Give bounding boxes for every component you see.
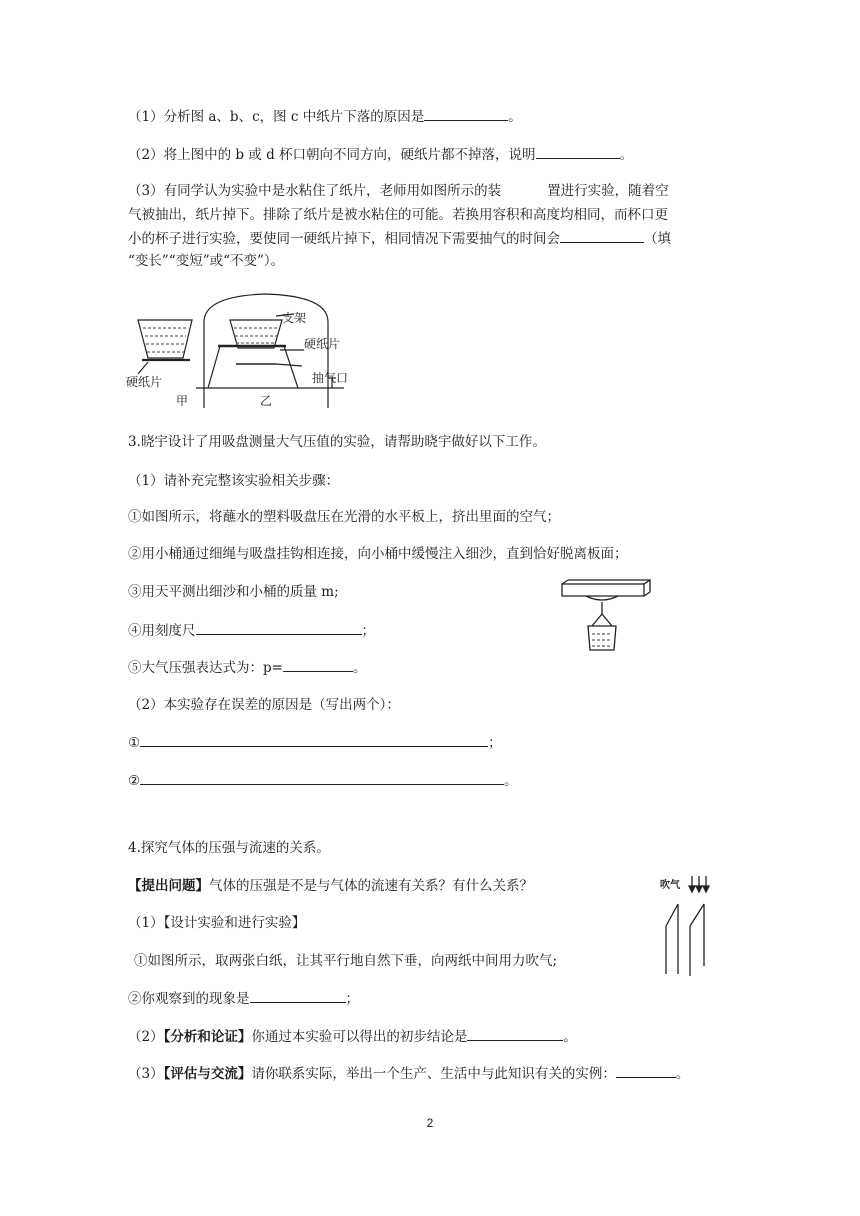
q2-part3-line2: 气被抽出，纸片掉下。排除了纸片是被水粘住的可能。若换用容积和高度均相同，而杯口更	[128, 207, 668, 223]
q4-title: 4.探究气体的压强与流速的关系。	[128, 840, 330, 856]
label-chouqikou: 抽气口	[312, 371, 349, 385]
q4-design-step1: ①如图所示，取两张白纸，让其平行地自然下垂，向两纸中间用力吹气;	[134, 953, 558, 969]
q4-analysis: （2）【分析和论证】你通过本实验可以得出的初步结论是 。	[128, 1026, 577, 1047]
answer-blank[interactable]	[283, 657, 353, 672]
q3-section1: （1）请补充完整该实验相关步骤：	[128, 473, 340, 489]
q4-evaluation: （3）【评估与交流】请你联系实际，举出一个生产、生活中与此知识有关的实例： 。	[128, 1063, 689, 1084]
q2-part3-line1: （3）有同学认为实验中是水粘住了纸片，老师用如图所示的装 置进行实验，随着空	[128, 183, 669, 199]
answer-blank[interactable]	[467, 1026, 563, 1041]
suction-cup-figure	[558, 578, 658, 658]
q3-step3: ③用天平测出细沙和小桶的质量 m;	[128, 584, 339, 600]
q2-part3-line4: “变长”“变短”或“不变”）。	[128, 253, 285, 269]
q3-title: 3.晓宇设计了用吸盘测量大气压值的实验，请帮助晓宇做好以下工作。	[128, 434, 546, 450]
bell-jar	[196, 294, 344, 408]
answer-blank[interactable]	[250, 988, 346, 1003]
q4-design-step2: ②你观察到的现象是 ；	[128, 988, 359, 1009]
q3-section2: （2）本实验存在误差的原因是（写出两个）：	[128, 697, 400, 713]
label-zhijia: 支架	[282, 311, 307, 325]
cup-experiment-figure	[126, 288, 366, 414]
answer-blank[interactable]	[616, 1063, 676, 1078]
answer-blank[interactable]	[140, 770, 504, 785]
answer-blank[interactable]	[560, 228, 644, 243]
q2-part3-line3: 小的杯子进行实验，要使同一硬纸片掉下，相同情况下需要抽气的时间会 （填	[128, 228, 671, 249]
label-chuiqi: 吹气	[660, 880, 680, 891]
answer-blank[interactable]	[536, 144, 620, 159]
label-jia: 甲	[176, 394, 189, 408]
blowing-papers-figure	[660, 870, 722, 978]
answer-blank[interactable]	[196, 620, 362, 635]
label-yingzhipian-right: 硬纸片	[304, 337, 341, 351]
label-yingzhipian-left: 硬纸片	[126, 375, 163, 389]
q4-ask: 【提出问题】气体的压强是不是与气体的流速有关系？有什么关系？	[128, 878, 533, 894]
q3-step4: ④用刻度尺 ；	[128, 620, 375, 641]
answer-blank[interactable]	[140, 732, 488, 747]
q3-error1: ① ；	[128, 732, 502, 753]
cup-jia	[138, 320, 192, 374]
q3-step5: ⑤大气压强表达式为：p= 。	[128, 657, 366, 678]
page-number: 2	[426, 1116, 434, 1130]
q3-step1: ①如图所示，将蘸水的塑料吸盘压在光滑的水平板上，挤出里面的空气；	[128, 509, 560, 525]
label-yi: 乙	[260, 394, 273, 408]
q3-step2: ②用小桶通过细绳与吸盘挂钩相连接，向小桶中缓慢注入细沙，直到恰好脱离板面；	[128, 546, 628, 562]
q3-error2: ② 。	[128, 770, 518, 791]
answer-blank[interactable]	[424, 106, 508, 121]
q2-part2: （2）将上图中的 b 或 d 杯口朝向不同方向，硬纸片都不掉落，说明 。	[128, 144, 633, 165]
q2-part1: （1）分析图 a、b、c，图 c 中纸片下落的原因是 。	[128, 106, 522, 127]
q4-design: （1）【设计实验和进行实验】	[128, 915, 306, 931]
